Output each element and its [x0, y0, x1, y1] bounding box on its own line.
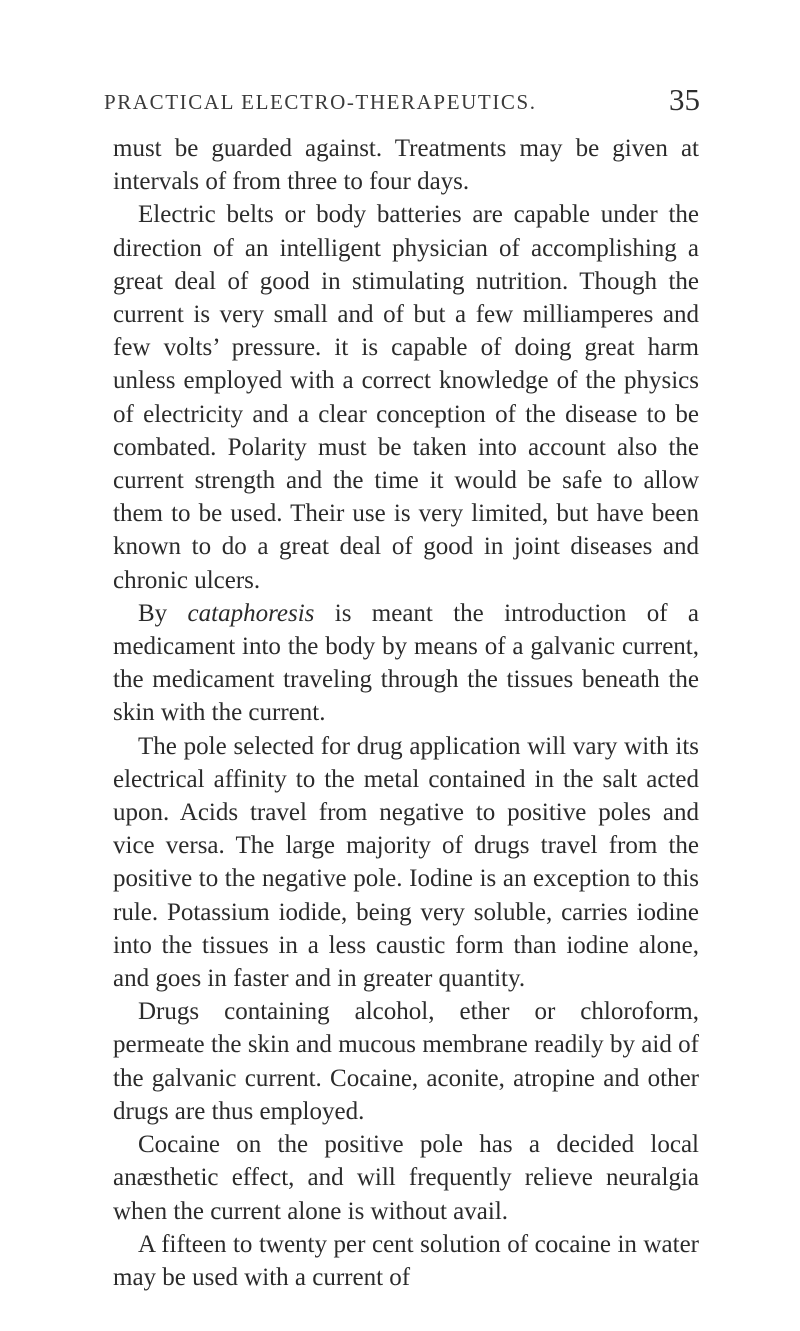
- paragraph-lead: By: [138, 599, 188, 627]
- paragraph: A fifteen to twenty per cent solution of cocaine in water may be used with a current of: [113, 1230, 699, 1291]
- running-head: [104, 82, 700, 122]
- paragraph-rest: is meant the introduction of a medicament into the body by means of a galvanic current, the medicament traveling through the tissues beneath the skin with the current.: [113, 599, 699, 727]
- body-text: [113, 132, 699, 1294]
- paragraph: Cocaine on the positive pole has a decided local anæsthetic effect, and will frequently relieve neuralgia when the current alone is without avail.: [113, 1131, 699, 1225]
- paragraph-cataphoresis: [113, 597, 699, 730]
- paragraph: must be guarded against. Treatments may be given at intervals of from three to four days.: [113, 135, 699, 196]
- italic-term: cataphoresis: [187, 599, 315, 627]
- running-title: PRACTICAL ELECTRO-THERAPEUTICS.: [104, 90, 537, 114]
- paragraph: Electric belts or body batteries are capable under the direction of an intelligent physician of accomplishing a great deal of good in stimulating nutrition. Though the current is very small and of but a few milliamperes and few volts’ pressure. it is capable of doing great harm unless employed with a correct knowledge of the physics of electricity and a clear conception of the disease to be combated. Polarity must be taken into account also the current strength and the time it would be safe to allow them to be used. Their use is very limited, but have been known to do a great deal of good in joint diseases and chronic ulcers.: [113, 201, 699, 594]
- paragraph: Drugs containing alcohol, ether or chloroform, permeate the skin and mucous membrane readily by aid of the galvanic current. Cocaine, aconite, atropine and other drugs are thus employed.: [113, 998, 699, 1125]
- page-number: 35: [669, 82, 700, 117]
- paragraph: The pole selected for drug application will vary with its electrical affinity to the metal contained in the salt acted upon. Acids travel from negative to positive poles and vice versa. The large majority of drugs travel from the positive to the negative pole. Iodine is an exception to this rule. Potassium iodide, being very soluble, carries iodine into the tissues in a less caustic form than iodine alone, and goes in faster and in greater quantity.: [113, 732, 699, 993]
